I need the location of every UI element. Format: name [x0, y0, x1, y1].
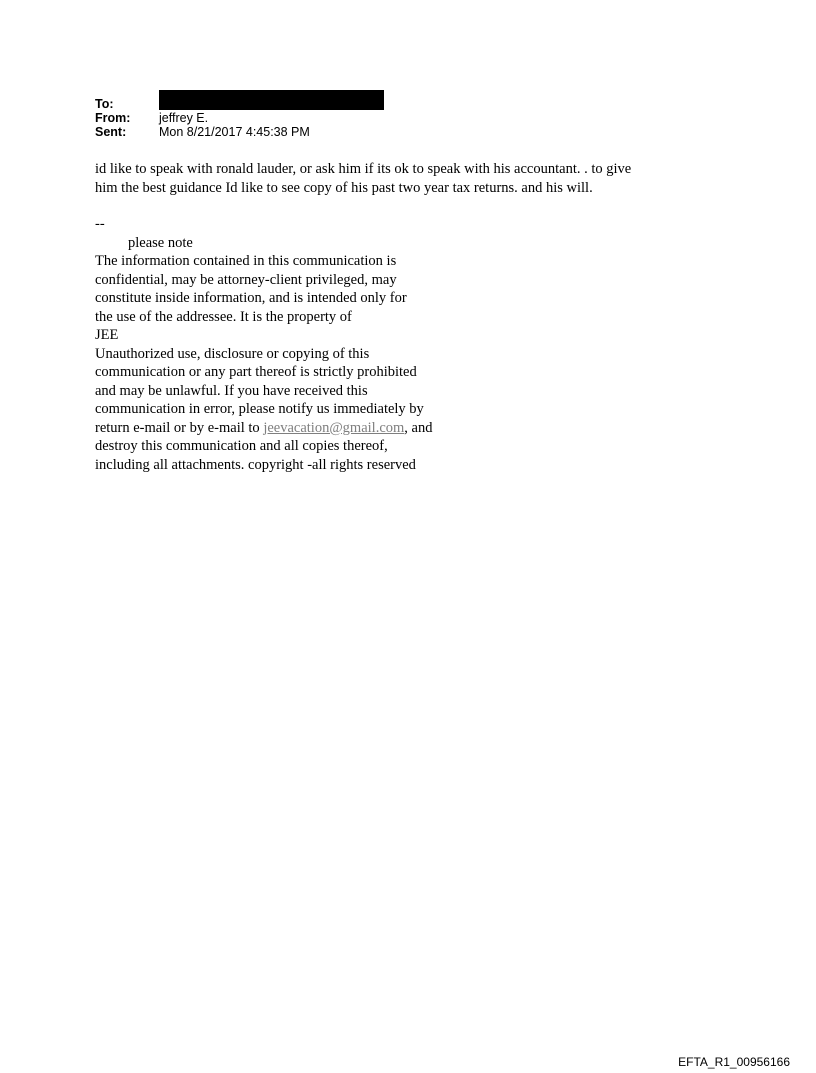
signature-line: communication or any part thereof is strictly prohibited — [95, 364, 417, 380]
signature-note: please note — [128, 234, 193, 251]
signature-line: communication in error, please notify us immediately by — [95, 401, 424, 417]
signature-line: Unauthorized use, disclosure or copying of this — [95, 345, 370, 362]
sent-row — [95, 125, 384, 139]
to-row — [95, 97, 384, 111]
from-label: From: — [95, 111, 131, 125]
to-label: To: — [95, 97, 114, 111]
signature-line: constitute inside information, and is intended only for — [95, 290, 407, 306]
redaction-bar — [159, 90, 384, 110]
signature-line: the use of the addressee. It is the property of — [95, 308, 352, 325]
signature-line: and may be unlawful. If you have received this — [95, 382, 368, 399]
body-line: him the best guidance Id like to see copy of his past two year tax returns. and his will. — [95, 179, 593, 196]
signature-line: The information contained in this communication is — [95, 253, 397, 269]
email-link[interactable]: jeevacation@gmail.com — [263, 419, 405, 436]
signature-line: JEE — [95, 327, 119, 343]
from-row — [95, 111, 384, 125]
sent-label: Sent: — [95, 125, 127, 139]
signature-email-line — [95, 419, 515, 438]
signature-separator: -- — [95, 216, 105, 232]
signature-block — [95, 215, 515, 474]
signature-line: destroy this communication and all copies thereof, — [95, 438, 388, 454]
signature-line: including all attachments. copyright -all rights reserved — [95, 456, 416, 473]
email-header — [95, 97, 384, 139]
body-line: id like to speak with ronald lauder, or ask him if its ok to speak with his accountant. . to give — [95, 161, 632, 177]
from-value: jeffrey E. — [159, 111, 209, 125]
signature-line: confidential, may be attorney-client privileged, may — [95, 271, 397, 288]
sent-value: Mon 8/21/2017 4:45:38 PM — [159, 125, 310, 139]
email-suffix: , and — [404, 419, 433, 436]
document-id: EFTA_R1_00956166 — [678, 1055, 790, 1069]
message-body — [95, 160, 735, 197]
email-prefix: return e-mail or by e-mail to — [95, 419, 264, 436]
